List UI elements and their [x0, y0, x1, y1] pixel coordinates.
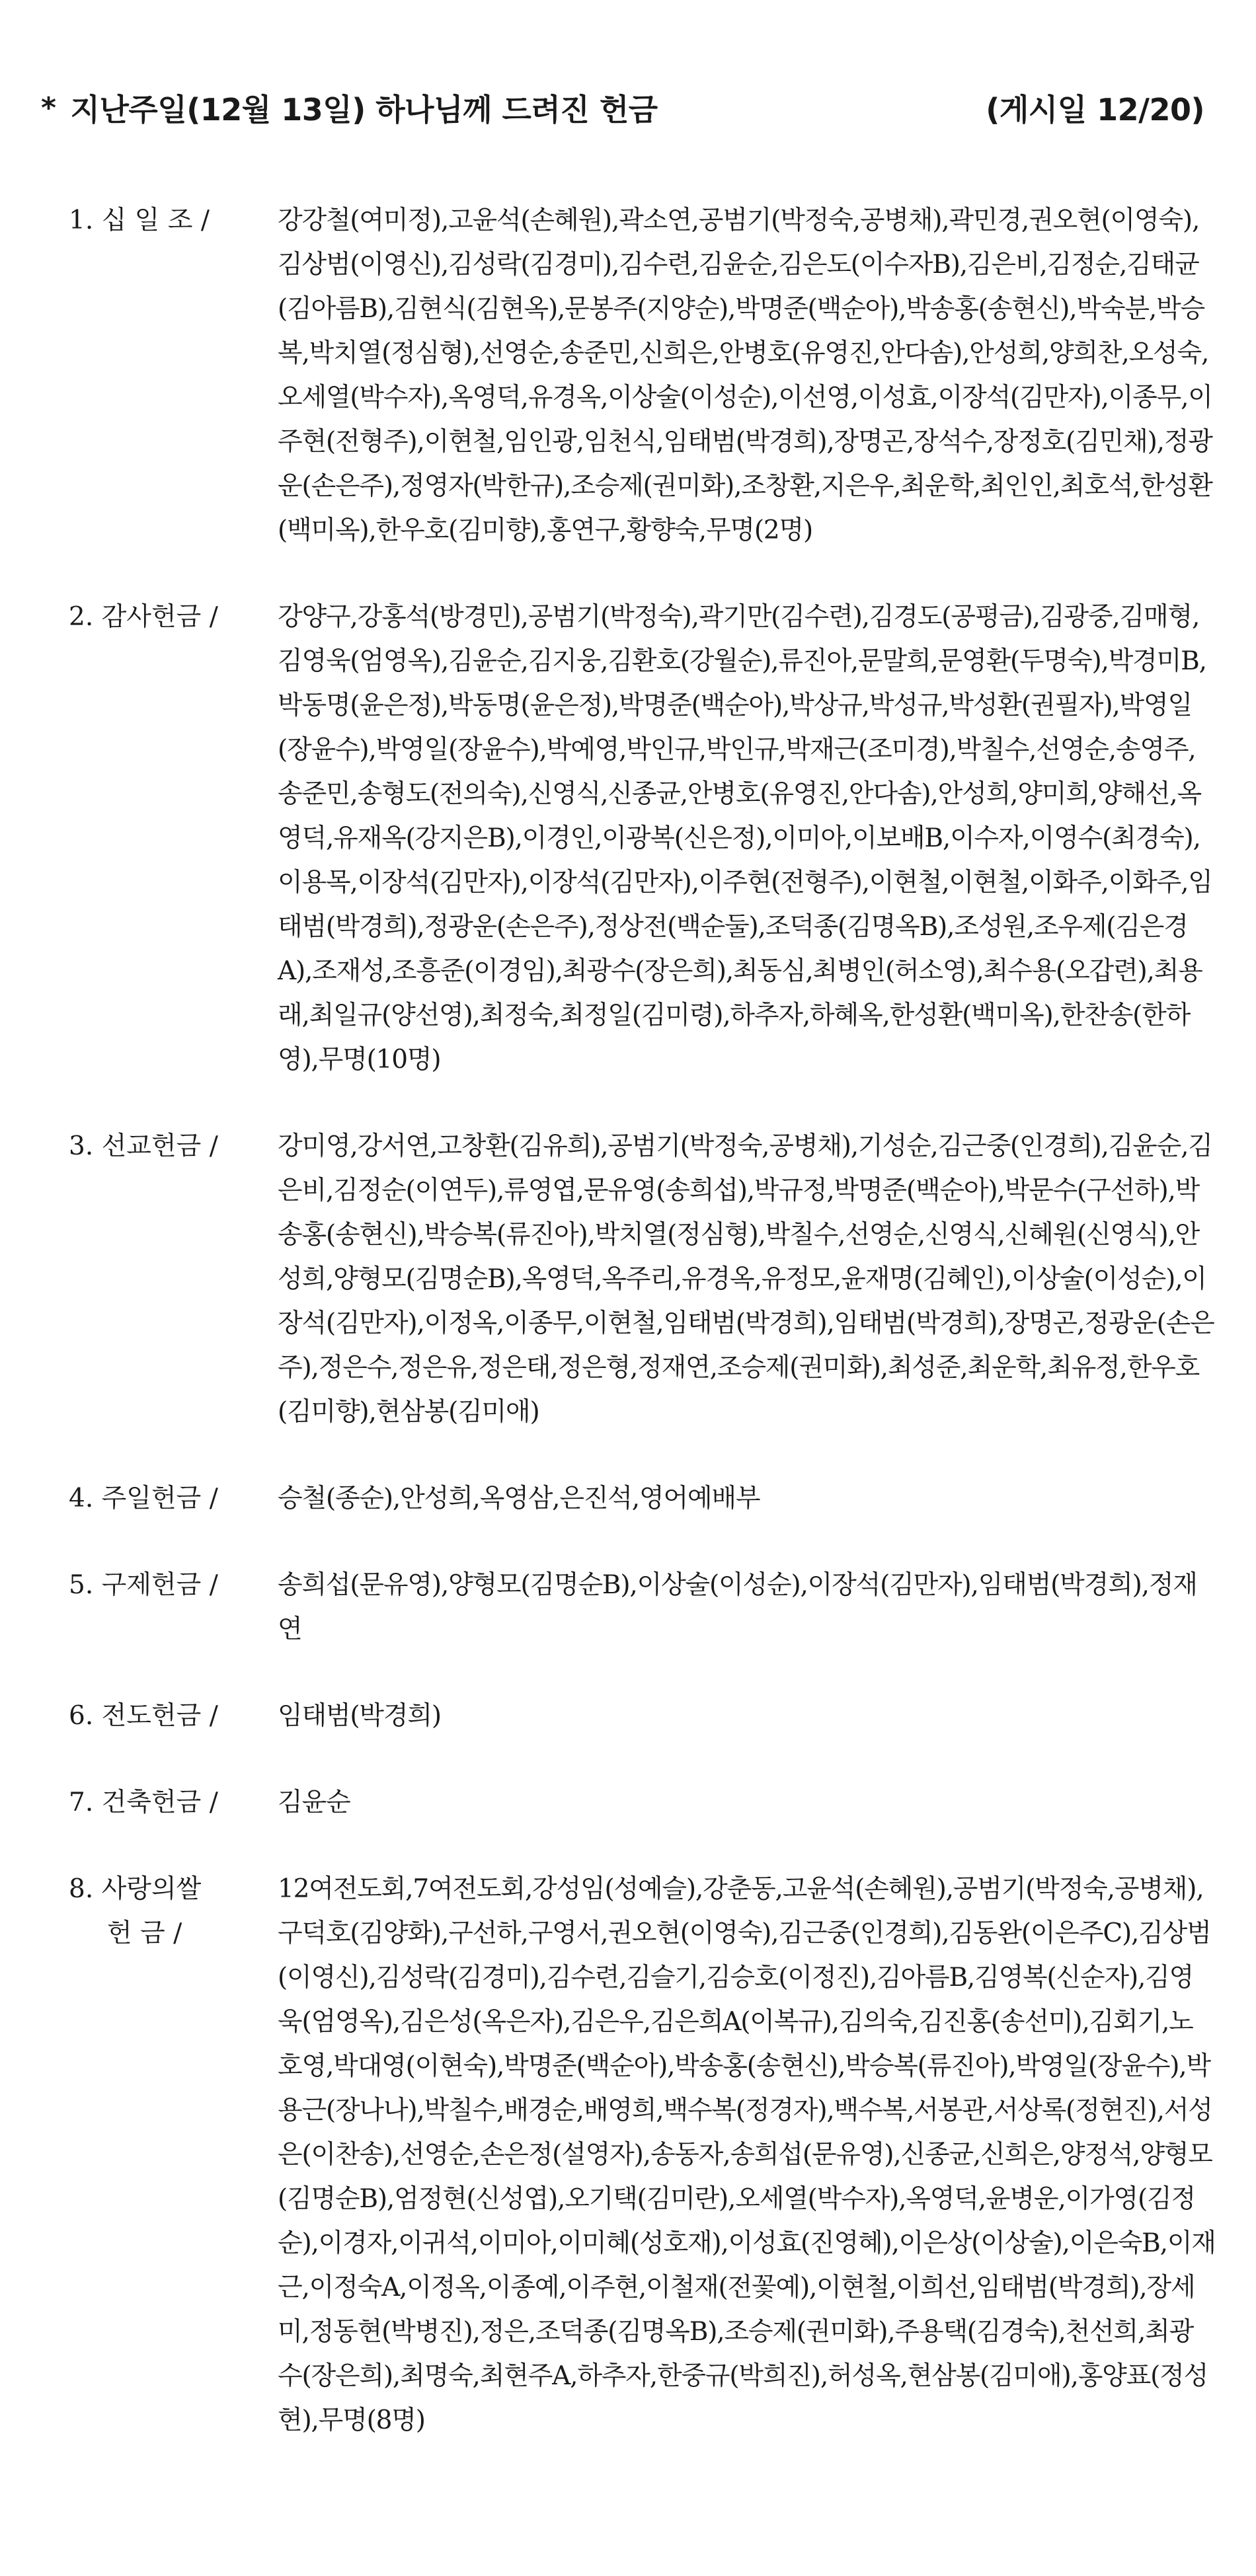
section-sunday: [0, 1476, 1256, 1521]
offering-sections: [0, 198, 1256, 2485]
section-donor-list: 송희섭(문유영),양형모(김명순B),이상술(이성순),이장석(김만자),임태범(박경희),정재연: [278, 1570, 1197, 1644]
section-label: 8. 사랑의쌀: [69, 1874, 202, 1904]
section-mission: [0, 1124, 1256, 1434]
section-building: [0, 1780, 1256, 1825]
section-label: 1. 십 일 조 /: [69, 206, 210, 235]
section-donor-list: 승철(종순),안성희,옥영삼,은진석,영어예배부: [278, 1484, 760, 1513]
section-donor-list: 강강철(여미정),고윤석(손혜원),곽소연,공범기(박정숙,공병채),곽민경,권오현(이영숙),김상범(이영신),김성락(김경미),김수련,김윤순,김은도(이수자B),김은비,김정순,김태균(김아름B),김현식(김현옥),문봉주(지양순),박명준(백순아),박송홍(송현신),박숙분,박승복,박치열(정심형),선영순,송준민,신희은,안병호(유영진,안다솜),안성희,양희찬,오성숙,오세열(박수자),옥영덕,유경옥,이상술(이성순),이선영,이성효,이장석(김만자),이종무,이주현(전형주),이현철,임인광,임천식,임태범(박경희),장명곤,장석수,장정호(김민채),정광운(손은주),정영자(박한규),조승제(권미화),조창환,지은우,최운학,최인인,최호석,한성환(백미옥),한우호(김미향),홍연구,황향숙,무명(2명): [278, 206, 1212, 545]
section-label-line2: 헌 금 /: [107, 1918, 182, 1948]
section-donor-list: 김윤순: [278, 1788, 350, 1817]
section-donor-list: 강미영,강서연,고창환(김유희),공범기(박정숙,공병채),기성순,김근중(인경희),김윤순,김은비,김정순(이연두),류영엽,문유영(송희섭),박규정,박명준(백순아),박문수(구선하),박송홍(송현신),박승복(류진아),박치열(정심형),박칠수,선영순,신영식,신혜원(신영식),안성희,양형모(김명순B),옥영덕,옥주리,유경옥,유정모,윤재명(김혜인),이상술(이성순),이장석(김만자),이정옥,이종무,이현철,임태범(박경희),임태범(박경희),장명곤,정광운(손은주),정은수,정은유,정은태,정은형,정재연,조승제(권미화),최성준,최운학,최유정,한우호(김미향),현삼봉(김미애): [278, 1131, 1214, 1427]
section-label: 4. 주일헌금 /: [69, 1484, 218, 1513]
section-label: 7. 건축헌금 /: [69, 1788, 218, 1817]
section-thanksgiving: [0, 595, 1256, 1082]
section-donor-list: 강양구,강홍석(방경민),공범기(박정숙),곽기만(김수련),김경도(공평금),김광중,김매형,김영욱(엄영옥),김윤순,김지웅,김환호(강월순),류진아,문말희,문영환(두명숙),박경미B,박동명(윤은정),박동명(윤은정),박명준(백순아),박상규,박성규,박성환(권필자),박영일(장윤수),박영일(장윤수),박예영,박인규,박인규,박재근(조미경),박칠수,선영순,송영주,송준민,송형도(전의숙),신영식,신종균,안병호(유영진,안다솜),안성희,양미희,양해선,옥영덕,유재옥(강지은B),이경인,이광복(신은정),이미아,이보배B,이수자,이영수(최경숙),이용목,이장석(김만자),이장석(김만자),이주현(전형주),이현철,이현철,이화주,이화주,임태범(박경희),정광운(손은주),정상전(백순둘),조덕종(김명옥B),조성원,조우제(김은경A),조재성,조흥준(이경임),최광수(장은희),최동심,최병인(허소영),최수용(오갑련),최용래,최일규(양선영),최정숙,최정일(김미령),하추자,하혜옥,한성환(백미옥),한찬송(한하영),무명(10명): [278, 602, 1212, 1075]
section-rice-of-love: [0, 1867, 1256, 2443]
section-label: 6. 전도헌금 /: [69, 1701, 218, 1731]
notice-title-wrap: [41, 86, 658, 130]
section-label: 2. 감사헌금 /: [69, 602, 218, 632]
section-donor-list: 임태범(박경희): [278, 1701, 441, 1731]
section-label: 3. 선교헌금 /: [69, 1131, 218, 1161]
asterisk-bullet-icon: *: [41, 91, 56, 125]
notice-header: [41, 78, 1211, 137]
section-label-wrap: [0, 1867, 278, 1955]
section-evangelism: [0, 1694, 1256, 1738]
section-tithe: [0, 198, 1256, 552]
section-label: 5. 구제헌금 /: [69, 1570, 218, 1600]
post-date: (게시일 12/20): [986, 92, 1204, 128]
notice-title: 지난주일(12월 13일) 하나님께 드려진 헌금: [70, 92, 658, 128]
section-relief: [0, 1563, 1256, 1651]
section-donor-list: 12여전도회,7여전도회,강성임(성예슬),강춘동,고윤석(손혜원),공범기(박정숙,공병채),구덕호(김양화),구선하,구영서,권오현(이영숙),김근중(인경희),김동완(이은주C),김상범(이영신),김성락(김경미),김수련,김슬기,김승호(이정진),김아름B,김영복(신순자),김영욱(엄영옥),김은성(옥은자),김은우,김은희A(이복규),김의숙,김진홍(송선미),김회기,노호영,박대영(이현숙),박명준(백순아),박송홍(송현신),박승복(류진아),박영일(장윤수),박용근(장나나),박칠수,배경순,배영희,백수복(정경자),백수복,서봉관,서상록(정현진),서성은(이찬송),선영순,손은정(설영자),송동자,송희섭(문유영),신종균,신희은,양정석,양형모(김명순B),엄정현(신성엽),오기택(김미란),오세열(박수자),옥영덕,윤병운,이가영(김정순),이경자,이귀석,이미아,이미혜(성호재),이성효(진영혜),이은상(이상술),이은숙B,이재근,이정숙A,이정옥,이종예,이주현,이철재(전꽃예),이현철,이희선,임태범(박경희),장세미,정동현(박병진),정은,조덕종(김명옥B),조승제(권미화),주용택(김경숙),천선희,최광수(장은희),최명숙,최현주A,하추자,한중규(박희진),허성옥,현삼봉(김미애),홍양표(정성현),무명(8명): [278, 1874, 1216, 2435]
